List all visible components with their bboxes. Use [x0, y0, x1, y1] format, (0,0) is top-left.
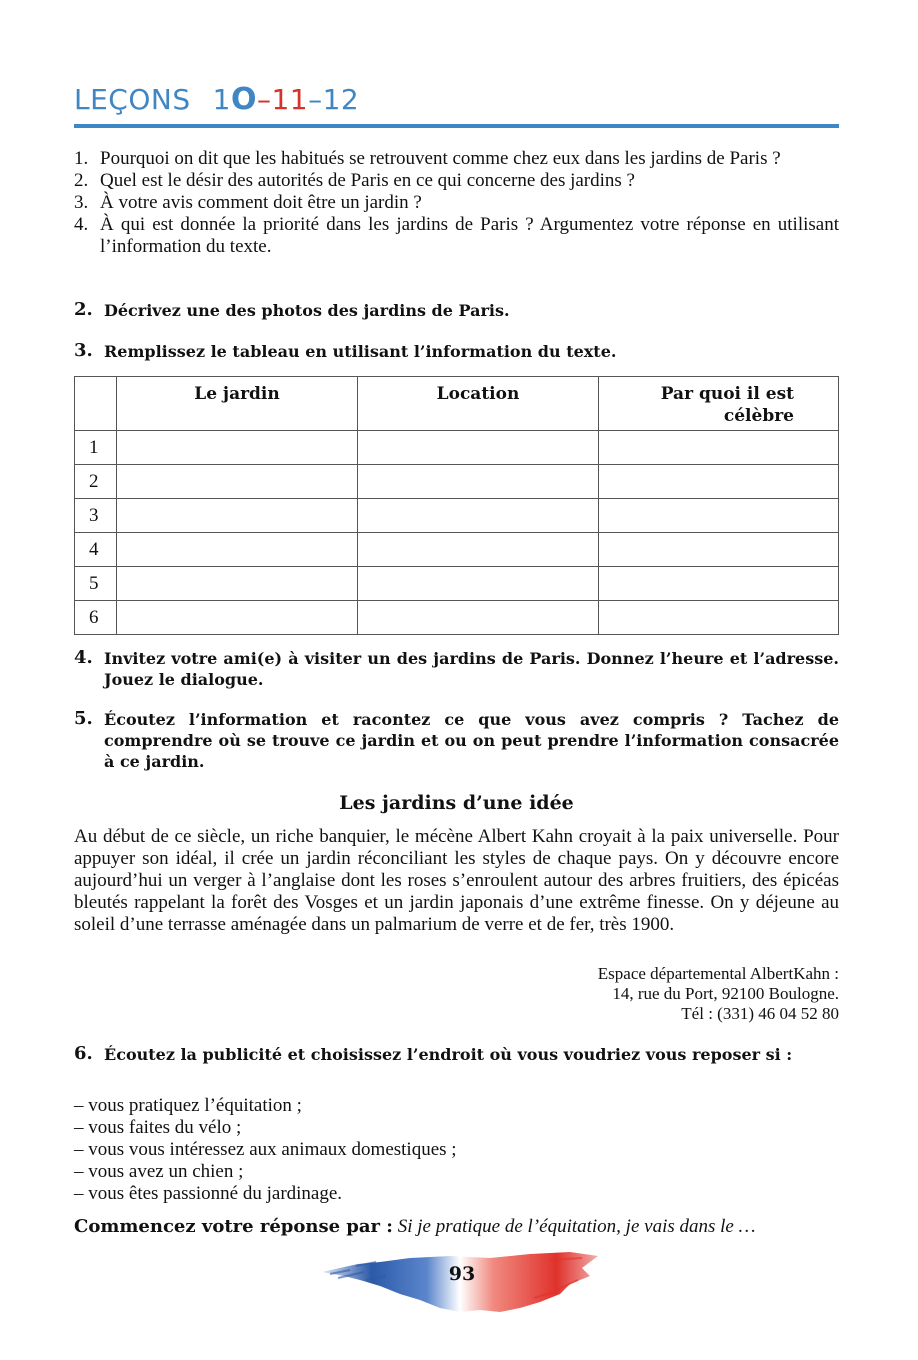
- table-cell[interactable]: [599, 431, 839, 465]
- question-text: Pourquoi on dit que les habitués se retrouvent comme chez eux dans les jardins de Paris ?: [100, 148, 781, 169]
- reading-title: Les jardins d’une idée: [339, 792, 574, 814]
- lesson-header: [74, 82, 359, 122]
- task-5: [74, 709, 839, 772]
- task-4: [74, 648, 839, 690]
- row-number: 6: [75, 601, 117, 635]
- page-number: 93: [448, 1263, 476, 1285]
- answer-prompt-example: Si je pratique de l’équitation, je vais dans le …: [397, 1216, 756, 1237]
- list-item: – vous êtes passionné du jardinage.: [74, 1183, 343, 1204]
- table-cell[interactable]: [358, 499, 599, 533]
- row-number: 1: [75, 431, 117, 465]
- table-row: [75, 601, 839, 635]
- table-row: [75, 567, 839, 601]
- list-item: – vous avez un chien ;: [74, 1161, 244, 1182]
- table-row: [75, 499, 839, 533]
- table-header-index: [75, 377, 117, 431]
- question-number: 2.: [74, 170, 89, 191]
- address-line: 14, rue du Port, 92100 Boulogne.: [612, 984, 839, 1003]
- table-cell[interactable]: [358, 533, 599, 567]
- question-item: [74, 170, 839, 192]
- task-text: Invitez votre ami(e) à visiter un des jardins de Paris. Donnez l’heure et l’adresse. Jouez le dialogue.: [104, 649, 839, 689]
- table-cell[interactable]: [358, 567, 599, 601]
- answer-prompt: [74, 1216, 839, 1238]
- question-text: Quel est le désir des autorités de Paris en ce qui concerne des jardins ?: [100, 170, 635, 191]
- task-text: Décrivez une des photos des jardins de Paris.: [104, 301, 510, 320]
- task-number: 6.: [74, 1043, 93, 1064]
- flag-brush-decoration: [320, 1250, 600, 1320]
- options-list: [74, 1095, 457, 1205]
- task-6: [74, 1044, 839, 1065]
- table-header-celebre: Par quoi il est célèbre: [599, 377, 839, 431]
- list-item: – vous faites du vélo ;: [74, 1117, 242, 1138]
- task-number: 2.: [74, 299, 93, 320]
- table-cell[interactable]: [599, 465, 839, 499]
- garden-table: [74, 376, 839, 635]
- table-cell[interactable]: [599, 533, 839, 567]
- table-cell[interactable]: [117, 499, 358, 533]
- table-cell[interactable]: [117, 431, 358, 465]
- table-header-location: Location: [358, 377, 599, 431]
- question-list: [74, 148, 839, 258]
- list-item: – vous vous intéressez aux animaux domestiques ;: [74, 1139, 457, 1160]
- lesson-title: LEÇONS: [74, 83, 191, 116]
- row-number: 3: [75, 499, 117, 533]
- lesson-number-12: –12: [308, 83, 360, 116]
- question-text: À qui est donnée la priorité dans les jardins de Paris ? Argumentez votre réponse en utilisant l’information du texte.: [100, 214, 839, 257]
- task-2: [74, 300, 839, 321]
- task-number: 3.: [74, 340, 93, 361]
- question-number: 3.: [74, 192, 89, 213]
- table-cell[interactable]: [117, 601, 358, 635]
- table-cell[interactable]: [599, 601, 839, 635]
- list-item: – vous pratiquez l’équitation ;: [74, 1095, 302, 1116]
- table-row: [75, 533, 839, 567]
- task-3: [74, 341, 839, 362]
- textbook-page: [74, 0, 839, 1360]
- table-cell[interactable]: [117, 533, 358, 567]
- task-text: Écoutez l’information et racontez ce que vous avez compris ? Tachez de comprendre où se trouve ce jardin et ou on peut prendre l’information consacrée à ce jardin.: [104, 710, 839, 771]
- question-item: [74, 192, 839, 214]
- task-text: Remplissez le tableau en utilisant l’information du texte.: [104, 342, 617, 361]
- table-cell[interactable]: [599, 499, 839, 533]
- lesson-number-o: O: [230, 82, 257, 117]
- row-number: 2: [75, 465, 117, 499]
- question-number: 4.: [74, 214, 89, 235]
- table-header-jardin: Le jardin: [117, 377, 358, 431]
- row-number: 5: [75, 567, 117, 601]
- table-cell[interactable]: [117, 567, 358, 601]
- question-number: 1.: [74, 148, 89, 169]
- table-cell[interactable]: [117, 465, 358, 499]
- task-number: 4.: [74, 647, 93, 668]
- lesson-number-11: 11: [271, 83, 309, 116]
- row-number: 4: [75, 533, 117, 567]
- lesson-number-1: 1: [212, 83, 231, 116]
- table-cell[interactable]: [599, 567, 839, 601]
- address-block: [439, 964, 839, 1024]
- lesson-dash: –: [256, 83, 272, 116]
- task-number: 5.: [74, 708, 93, 729]
- question-item: [74, 214, 839, 258]
- question-item: [74, 148, 839, 170]
- table-cell[interactable]: [358, 431, 599, 465]
- answer-prompt-lead: Commencez votre réponse par :: [74, 1216, 393, 1237]
- table-cell[interactable]: [358, 601, 599, 635]
- address-line: Espace départemental AlbertKahn :: [597, 964, 839, 983]
- task-text: Écoutez la publicité et choisissez l’endroit où vous voudriez vous reposer si :: [104, 1045, 793, 1064]
- table-cell[interactable]: [358, 465, 599, 499]
- table-header-row: [75, 377, 839, 431]
- table-row: [75, 465, 839, 499]
- header-rule: [74, 124, 839, 128]
- address-line: Tél : (331) 46 04 52 80: [681, 1004, 839, 1023]
- table-row: [75, 431, 839, 465]
- reading-text: Au début de ce siècle, un riche banquier, le mécène Albert Kahn croyait à la paix universelle. Pour appuyer son idéal, il crée un jardin réconciliant les styles de chaque pays. On y découvre encore aujourd’hui un verger à l’anglaise dont les roses s’enroulent autour des arbres fruitiers, des épicéas bleutés rappelant la forêt des Vosges et un jardin japonais d’une extrême finesse. On y déjeune au soleil d’une terrasse aménagée dans un palmarium de verre et de fer, très 1900.: [74, 826, 839, 935]
- page-footer: [320, 1250, 600, 1320]
- question-text: À votre avis comment doit être un jardin ?: [100, 192, 422, 213]
